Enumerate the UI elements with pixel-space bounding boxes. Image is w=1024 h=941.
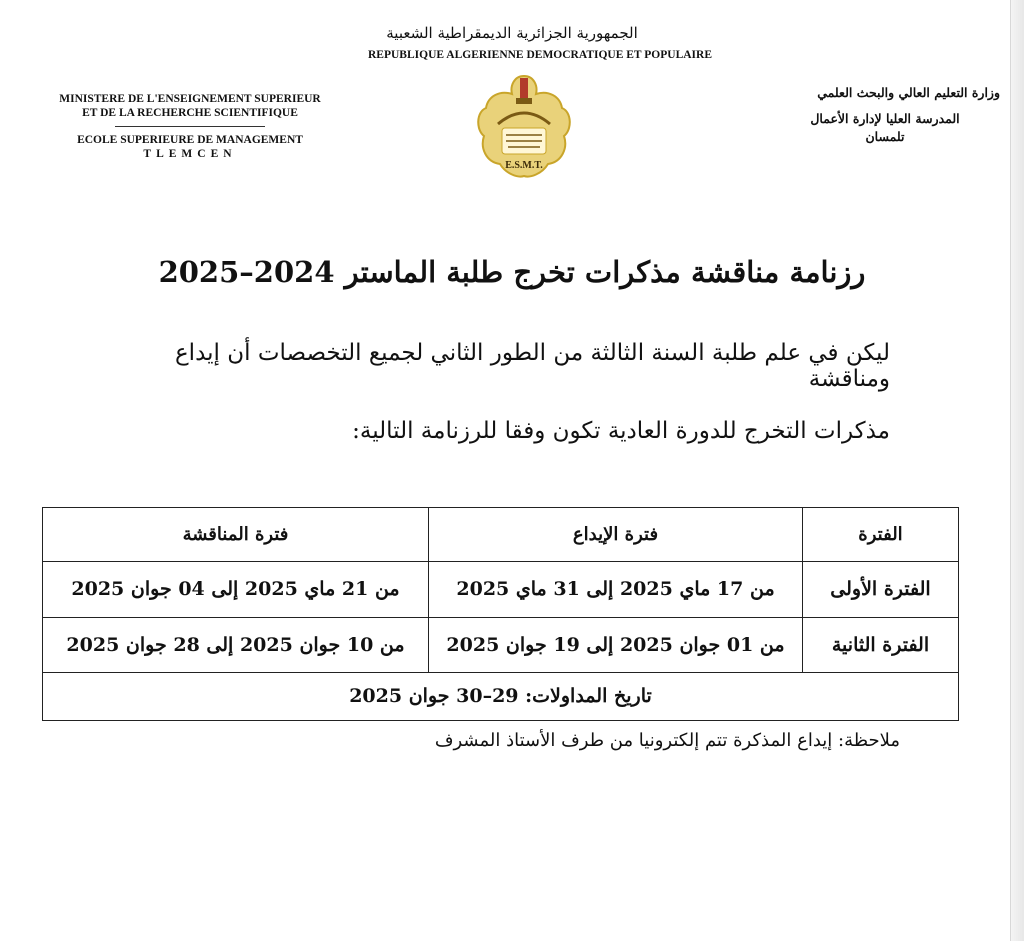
school-arabic-line1: المدرسة العليا لإدارة الأعمال [810,111,960,126]
cell-period: الفترة الثانية [803,617,959,672]
ministry-arabic: وزارة التعليم العالي والبحث العلمي [817,85,1000,100]
cell-deliberations: تاريخ المداولات: 29–30 جوان 2025 [43,672,959,720]
school-line1: ECOLE SUPERIEURE DE MANAGEMENT [77,134,303,146]
logo-acronym: E.S.M.T. [505,160,543,171]
school-arabic-line2: تلمسان [865,129,905,144]
republic-french: REPUBLIQUE ALGERIENNE DEMOCRATIQUE ET POPULAIRE [368,49,712,61]
ministry-line1: MINISTERE DE L'ENSEIGNEMENT SUPERIEUR [59,93,321,105]
header-divider [115,126,265,127]
table-row [43,562,959,617]
school-logo [476,72,572,180]
table-row-deliberations [43,672,959,720]
cell-defense: من 21 ماي 2025 إلى 04 جوان 2025 [43,562,429,617]
logo-tower-base [516,98,532,104]
header-submission: فترة الإيداع [429,508,803,562]
cell-defense: من 10 جوان 2025 إلى 28 جوان 2025 [43,617,429,672]
table-header-row [43,508,959,562]
logo-tower [520,78,528,100]
header-defense: فترة المناقشة [43,508,429,562]
cell-submission: من 01 جوان 2025 إلى 19 جوان 2025 [429,617,803,672]
table-row [43,617,959,672]
header-period: الفترة [803,508,959,562]
cell-period: الفترة الأولى [803,562,959,617]
note-text: ملاحظة: إيداع المذكرة تتم إلكترونيا من طرف الأستاذ المشرف [434,730,900,751]
school-line2: TLEMCEN [143,148,237,160]
cell-submission: من 17 ماي 2025 إلى 31 ماي 2025 [429,562,803,617]
schedule-table [42,507,959,721]
right-header-block [770,84,1000,146]
intro-paragraph-line2: مذكرات التخرج للدورة العادية تكون وفقا للرزنامة التالية: [352,418,890,444]
document-title: رزنامة مناقشة مذكرات تخرج طلبة الماستر 2024–2025 [158,255,866,289]
page-edge [1010,0,1024,941]
intro-paragraph-line1: ليكن في علم طلبة السنة الثالثة من الطور الثاني لجميع التخصصات أن إيداع ومناقشة [174,340,890,392]
ministry-line2: ET DE LA RECHERCHE SCIENTIFIQUE [82,107,298,119]
left-header-block [30,92,350,161]
republic-arabic: الجمهورية الجزائرية الديمقراطية الشعبية [386,24,638,42]
